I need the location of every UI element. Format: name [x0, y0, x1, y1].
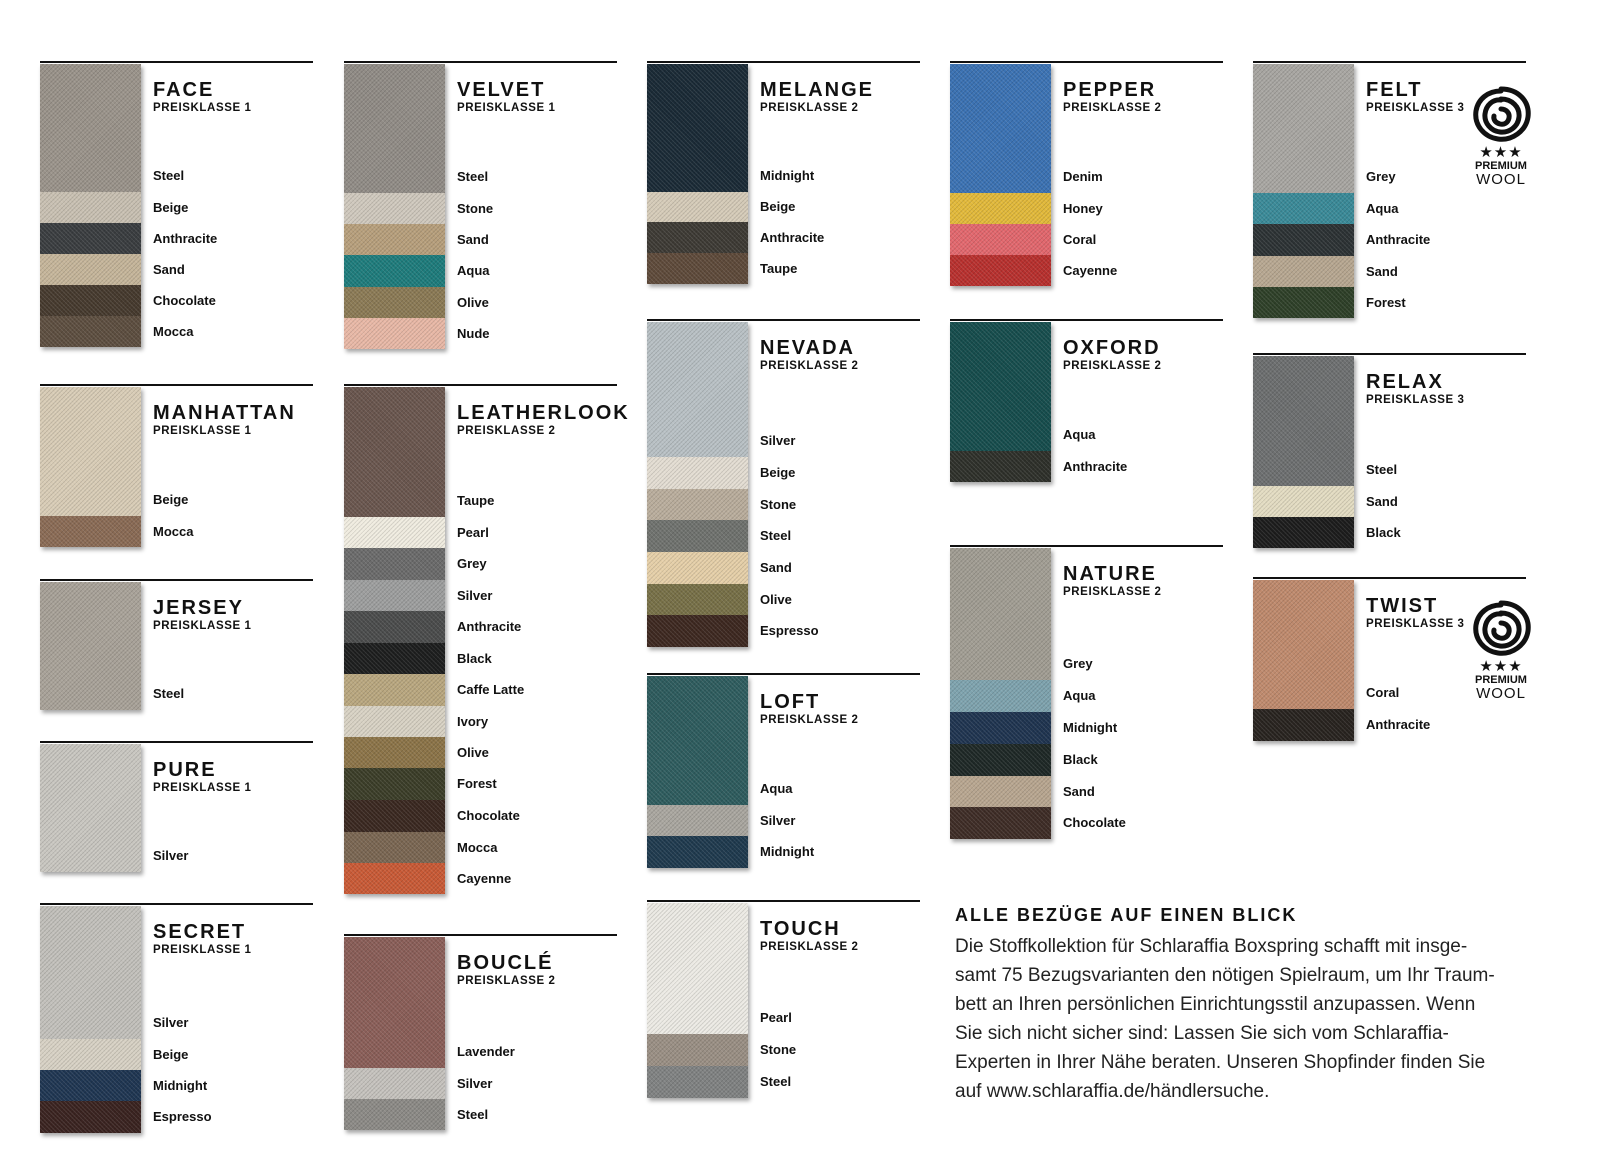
wool-icon: [1468, 83, 1534, 145]
color-label: Sand: [1366, 493, 1398, 509]
color-label: Coral: [1366, 685, 1400, 700]
swatch-beige: [40, 1039, 141, 1070]
swatch-column: [950, 548, 1051, 839]
color-label: Black: [457, 650, 492, 666]
swatch-anthracite: [1253, 709, 1354, 741]
color-label: Nude: [457, 325, 490, 341]
swatch-anthracite: [40, 223, 141, 254]
color-label: Honey: [1063, 200, 1103, 216]
swatch-sand: [1253, 486, 1354, 517]
badge-line-premium: PREMIUM: [1475, 160, 1527, 172]
fabric-oxford: [950, 319, 1223, 474]
swatch-silver: [40, 744, 141, 872]
swatch-silver: [40, 906, 141, 1039]
swatch-steel: [344, 64, 445, 193]
color-label: Black: [1063, 752, 1098, 767]
color-label: Beige: [153, 1046, 189, 1062]
swatch-chocolate: [950, 807, 1051, 839]
swatch-column: [1253, 356, 1354, 548]
swatch-anthracite: [1253, 224, 1354, 256]
summary-heading: ALLE BEZÜGE AUF EINEN BLICK: [955, 905, 1298, 925]
swatch-black: [344, 643, 445, 674]
color-label: Denim: [1063, 169, 1103, 184]
swatch-cayenne: [950, 255, 1051, 286]
fabric-relax: [1253, 353, 1526, 540]
badge-line-wool: WOOL: [1476, 685, 1526, 702]
swatch-sand: [950, 776, 1051, 807]
color-label: Caffe Latte: [457, 682, 525, 697]
swatch-column: [647, 64, 748, 284]
swatch-forest: [1253, 287, 1354, 318]
swatch-olive: [647, 584, 748, 615]
price-class: PREISKLASSE 2: [760, 102, 859, 114]
fabric-name: RELAX: [1366, 371, 1444, 393]
color-label: Mocca: [457, 839, 498, 855]
price-class: PREISKLASSE 1: [153, 944, 252, 956]
swatch-sand: [1253, 256, 1354, 287]
color-label: Black: [1366, 524, 1401, 540]
color-label: Sand: [760, 560, 792, 575]
swatch-taupe: [344, 387, 445, 517]
swatch-column: [647, 676, 748, 868]
color-label: Steel: [1366, 462, 1398, 477]
color-label: Forest: [1366, 294, 1406, 310]
swatch-anthracite: [950, 451, 1051, 482]
color-label: Espresso: [760, 623, 819, 638]
color-label: Silver: [457, 1075, 493, 1091]
swatch-stone: [647, 489, 748, 520]
fabric-name: TWIST: [1366, 595, 1439, 617]
price-class: PREISKLASSE 2: [760, 360, 859, 372]
swatch-steel: [647, 520, 748, 552]
fabric-leatherlook: [344, 384, 630, 886]
swatch-beige: [647, 457, 748, 489]
price-class: PREISKLASSE 2: [457, 425, 556, 437]
color-label: Coral: [1063, 231, 1097, 247]
stars-rating: ★★★: [1479, 144, 1523, 161]
swatch-pearl: [344, 517, 445, 548]
swatch-caffe-latte: [344, 674, 445, 706]
fabric-name: LOFT: [760, 691, 821, 713]
fabric-name: MELANGE: [760, 79, 874, 101]
price-class: PREISKLASSE 1: [457, 102, 556, 114]
fabric-name: NATURE: [1063, 563, 1157, 585]
premium-wool-badge: [1466, 83, 1536, 187]
price-class: PREISKLASSE 2: [760, 714, 859, 726]
price-class: PREISKLASSE 3: [1366, 102, 1465, 114]
swatch-steel: [1253, 356, 1354, 486]
swatch-silver: [344, 580, 445, 611]
color-label: Beige: [153, 492, 189, 507]
color-label: Forest: [457, 776, 497, 791]
swatch-aqua: [950, 680, 1051, 712]
color-label: Anthracite: [1063, 458, 1128, 474]
badge-line-premium: PREMIUM: [1475, 674, 1527, 686]
swatch-column: [950, 64, 1051, 286]
color-label: Chocolate: [1063, 815, 1126, 830]
color-label: Taupe: [457, 493, 495, 508]
color-label: Olive: [760, 591, 792, 607]
swatch-denim: [950, 64, 1051, 193]
fabric-name: NEVADA: [760, 337, 855, 359]
swatch-steel: [40, 582, 141, 710]
color-label: Anthracite: [760, 229, 825, 245]
color-label: Anthracite: [153, 230, 218, 246]
fabric-velvet: [344, 61, 617, 341]
summary-text: Die Stoffkollektion für Schlaraffia Boxspring schafft mit insge- samt 75 Bezugsvarianten den nötigen Spielraum, um Ihr Traum- bett an Ihren persönlichen Einrichtungsstil anzupassen. Wenn Sie sich nicht sicher sind: Lassen Sie sich vom Schlaraffia- Experten in Ihrer Nähe beraten. Unseren Shopfinder finden Sie auf www.schlaraffia.de/händlersuche.: [955, 936, 1495, 1102]
price-class: PREISKLASSE 2: [457, 975, 556, 987]
swatch-grey: [344, 548, 445, 580]
color-label: Olive: [457, 294, 489, 310]
color-label: Anthracite: [1366, 717, 1431, 732]
fabric-loft: [647, 673, 920, 859]
swatch-black: [1253, 517, 1354, 548]
swatch-nude: [344, 318, 445, 349]
swatch-mocca: [344, 832, 445, 863]
swatch-honey: [950, 193, 1051, 224]
color-label: Olive: [457, 744, 489, 760]
color-label: Mocca: [153, 523, 194, 539]
color-label: Stone: [760, 496, 797, 512]
swatch-column: [40, 906, 141, 1133]
color-label: Beige: [760, 199, 796, 214]
fabric-name: MANHATTAN: [153, 402, 296, 424]
swatch-aqua: [950, 322, 1051, 451]
swatch-sand: [40, 254, 141, 285]
fabric-pure: [40, 741, 313, 863]
swatch-lavender: [344, 937, 445, 1068]
swatch-grey: [950, 548, 1051, 680]
swatch-midnight: [647, 64, 748, 192]
price-class: PREISKLASSE 2: [1063, 360, 1162, 372]
color-label: Sand: [457, 231, 489, 247]
swatch-taupe: [647, 253, 748, 284]
color-label: Silver: [457, 587, 493, 603]
swatch-ivory: [344, 706, 445, 737]
fabric-secret: [40, 903, 313, 1124]
color-label: Pearl: [760, 1010, 792, 1025]
color-label: Midnight: [760, 844, 815, 859]
summary-section: [955, 905, 1555, 1106]
price-class: PREISKLASSE 1: [153, 620, 252, 632]
fabric-name: OXFORD: [1063, 337, 1161, 359]
color-label: Midnight: [760, 168, 815, 183]
color-label: Steel: [153, 168, 185, 183]
swatch-aqua: [1253, 193, 1354, 224]
color-label: Steel: [760, 528, 792, 543]
color-label: Aqua: [457, 263, 490, 278]
color-label: Aqua: [1063, 688, 1096, 703]
color-label: Taupe: [760, 260, 798, 276]
swatch-aqua: [344, 255, 445, 287]
fabric-boucle: [344, 934, 617, 1122]
color-label: Lavender: [457, 1044, 515, 1059]
fabric-melange: [647, 61, 920, 276]
swatch-column: [40, 582, 141, 710]
swatch-column: [40, 64, 141, 347]
swatch-espresso: [647, 615, 748, 647]
swatch-chocolate: [344, 800, 445, 832]
color-label: Aqua: [1366, 200, 1399, 216]
color-label: Midnight: [153, 1077, 208, 1093]
swatch-column: [40, 387, 141, 547]
color-label: Pearl: [457, 524, 489, 540]
color-label: Silver: [153, 848, 189, 863]
price-class: PREISKLASSE 3: [1366, 394, 1465, 406]
swatch-espresso: [40, 1101, 141, 1133]
color-label: Aqua: [760, 781, 793, 796]
swatch-steel: [647, 1066, 748, 1098]
swatch-sand: [344, 224, 445, 255]
swatch-coral: [1253, 580, 1354, 709]
color-label: Silver: [760, 433, 796, 448]
swatch-midnight: [647, 836, 748, 868]
color-label: Silver: [760, 812, 796, 828]
price-class: PREISKLASSE 2: [760, 941, 859, 953]
swatch-mocca: [40, 316, 141, 347]
swatch-cayenne: [344, 863, 445, 894]
swatch-sand: [647, 552, 748, 584]
swatch-grey: [1253, 64, 1354, 193]
swatch-stone: [647, 1034, 748, 1066]
fabric-touch: [647, 900, 920, 1089]
color-label: Silver: [153, 1015, 189, 1030]
wool-icon: [1468, 597, 1534, 659]
price-class: PREISKLASSE 2: [1063, 102, 1162, 114]
fabric-felt: [1253, 61, 1527, 310]
price-class: PREISKLASSE 1: [153, 102, 252, 114]
fabric-twist: [1253, 577, 1527, 732]
fabric-name: LEATHERLOOK: [457, 402, 630, 424]
swatch-olive: [344, 737, 445, 768]
swatch-beige: [40, 192, 141, 223]
price-class: PREISKLASSE 1: [153, 782, 252, 794]
color-label: Steel: [457, 1106, 489, 1122]
badge-line-wool: WOOL: [1476, 171, 1526, 188]
swatch-beige: [40, 387, 141, 516]
color-label: Sand: [1063, 783, 1095, 799]
color-label: Beige: [153, 199, 189, 215]
swatch-column: [950, 322, 1051, 482]
swatch-forest: [344, 768, 445, 800]
price-class: PREISKLASSE 1: [153, 425, 252, 437]
swatch-column: [344, 64, 445, 349]
swatch-column: [344, 937, 445, 1130]
swatch-anthracite: [344, 611, 445, 643]
swatch-aqua: [647, 676, 748, 805]
swatch-black: [950, 744, 1051, 776]
color-label: Sand: [153, 261, 185, 277]
color-label: Grey: [1063, 656, 1093, 671]
color-label: Cayenne: [457, 870, 512, 886]
swatch-chocolate: [40, 285, 141, 316]
swatch-coral: [950, 224, 1051, 255]
swatch-column: [647, 903, 748, 1098]
fabric-name: JERSEY: [153, 597, 244, 619]
color-label: Espresso: [153, 1109, 212, 1124]
fabric-name: FACE: [153, 79, 215, 101]
color-label: Sand: [1366, 263, 1398, 279]
swatch-silver: [344, 1068, 445, 1099]
price-class: PREISKLASSE 3: [1366, 618, 1465, 630]
color-label: Steel: [760, 1074, 792, 1089]
swatch-column: [40, 744, 141, 872]
fabric-nature: [950, 545, 1223, 830]
color-label: Stone: [760, 1042, 797, 1057]
swatch-mocca: [40, 516, 141, 547]
color-label: Midnight: [1063, 720, 1118, 735]
fabric-name: TOUCH: [760, 918, 841, 940]
fabric-manhattan: [40, 384, 313, 539]
swatch-pearl: [647, 903, 748, 1034]
color-label: Ivory: [457, 713, 489, 729]
swatch-column: [344, 387, 445, 894]
color-label: Anthracite: [1366, 232, 1431, 247]
fabric-name: BOUCLÉ: [457, 952, 554, 974]
fabric-name: SECRET: [153, 921, 247, 943]
color-label: Cayenne: [1063, 262, 1118, 278]
swatch-olive: [344, 287, 445, 318]
swatch-beige: [647, 192, 748, 222]
color-label: Anthracite: [457, 619, 522, 634]
swatch-anthracite: [647, 222, 748, 253]
color-label: Grey: [1366, 169, 1396, 184]
fabric-name: PURE: [153, 759, 217, 781]
color-label: Steel: [457, 169, 489, 184]
color-label: Steel: [153, 686, 185, 701]
fabric-name: FELT: [1366, 79, 1423, 101]
fabric-pepper: [950, 61, 1223, 278]
stars-rating: ★★★: [1479, 658, 1523, 675]
color-label: Chocolate: [153, 292, 216, 308]
swatch-steel: [40, 64, 141, 192]
color-label: Stone: [457, 200, 494, 216]
swatch-silver: [647, 322, 748, 457]
swatch-column: [647, 322, 748, 647]
color-label: Aqua: [1063, 427, 1096, 442]
fabric-nevada: [647, 319, 920, 638]
fabric-name: VELVET: [457, 79, 546, 101]
fabric-name: PEPPER: [1063, 79, 1157, 101]
color-label: Grey: [457, 556, 487, 571]
swatch-column: [1253, 64, 1354, 318]
fabric-face: [40, 61, 313, 339]
color-label: Chocolate: [457, 808, 520, 823]
color-label: Mocca: [153, 323, 194, 339]
swatch-steel: [344, 1099, 445, 1130]
swatch-silver: [647, 805, 748, 836]
swatch-midnight: [950, 712, 1051, 744]
fabric-jersey: [40, 579, 313, 701]
color-label: Beige: [760, 465, 796, 480]
swatch-stone: [344, 193, 445, 224]
swatch-column: [1253, 580, 1354, 741]
premium-wool-badge: [1466, 597, 1536, 701]
swatch-midnight: [40, 1070, 141, 1101]
price-class: PREISKLASSE 2: [1063, 586, 1162, 598]
